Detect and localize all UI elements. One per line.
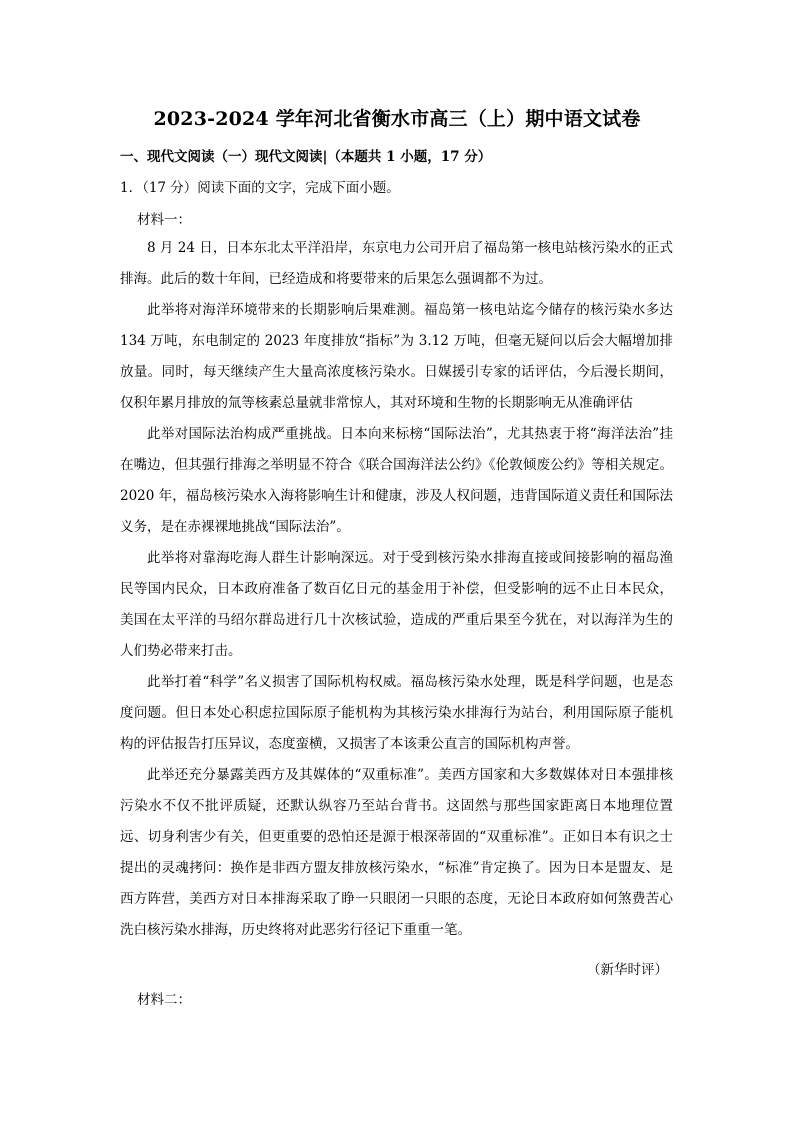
exam-title: 2023-2024 学年河北省衡水市高三（上）期中语文试卷 <box>153 108 641 130</box>
material-two-label: 材料二： <box>137 992 191 1008</box>
section-heading: 一、现代文阅读（一）现代文阅读|（本题共 1 小题，17 分） <box>120 149 492 165</box>
paragraph: 8 月 24 日，日本东北太平洋沿岸，东京电力公司开启了福岛第一核电站核污染水的正式排海。此后的数十年间，已经造成和将要带来的后果怎么强调都不为过。 <box>120 240 673 287</box>
paragraph: 此举打着“科学”名义损害了国际机构权威。福岛核污染水处理，既是科学问题，也是态度问题。但日本处心积虑拉国际原子能机构为其核污染水排海行为站台，利用国际原子能机构的评估报告打压异议，态度蛮横，又损害了本该秉公直言的国际机构声誉。 <box>120 674 673 752</box>
paragraph: 此举将对海洋环境带来的长期影响后果难测。福岛第一核电站迄今储存的核污染水多达 134 万吨，东电制定的 2023 年度排放“指标”为 3.12 万吨，但毫无疑问以后会大幅增加排放量。同时，每天继续产生大量高浓度核污染水。日媒援引专家的话评估，今后漫长期间，仅积年累月排放的氚等核素总量就非常惊人，其对环境和生物的长期影响无从准确评估 <box>120 302 673 411</box>
source-attribution: （新华时评） <box>587 962 668 978</box>
question-prompt: 1．（17 分）阅读下面的文字，完成下面小题。 <box>120 180 400 196</box>
paragraph: 此举将对靠海吃海人群生计影响深远。对于受到核污染水排海直接或间接影响的福岛渔民等国内民众，日本政府准备了数百亿日元的基金用于补偿，但受影响的远不止日本民众，美国在太平洋的马绍尔群岛进行几十次核试验，造成的严重后果至今犹在，对以海洋为生的人们势必带来打击。 <box>120 550 673 659</box>
material-one-label: 材料一： <box>137 212 191 228</box>
paragraph: 此举对国际法治构成严重挑战。日本向来标榜“国际法治”，尤其热衷于将“海洋法治”挂在嘴边，但其强行排海之举明显不符合《联合国海洋法公约》《伦敦倾废公约》等相关规定。2020 年，福岛核污染水入海将影响生计和健康，涉及人权问题，违背国际道义责任和国际法义务，是在赤裸裸地挑战“国际法治”。 <box>120 426 673 535</box>
paragraph: 此举还充分暴露美西方及其媒体的“双重标准”。美西方国家和大多数媒体对日本强排核污染水不仅不批评质疑，还默认纵容乃至站台背书。这固然与那些国家距离日本地理位置远、切身利害少有关，但更重要的恐怕还是源于根深蒂固的“双重标准”。正如日本有识之士提出的灵魂拷问：换作是非西方盟友排放核污染水，“标准”肯定换了。因为日本是盟友、是西方阵营，美西方对日本排海采取了睁一只眼闭一只眼的态度，无论日本政府如何煞费苦心洗白核污染水排海，历史终将对此恶劣行径记下重重一笔。 <box>120 767 673 938</box>
